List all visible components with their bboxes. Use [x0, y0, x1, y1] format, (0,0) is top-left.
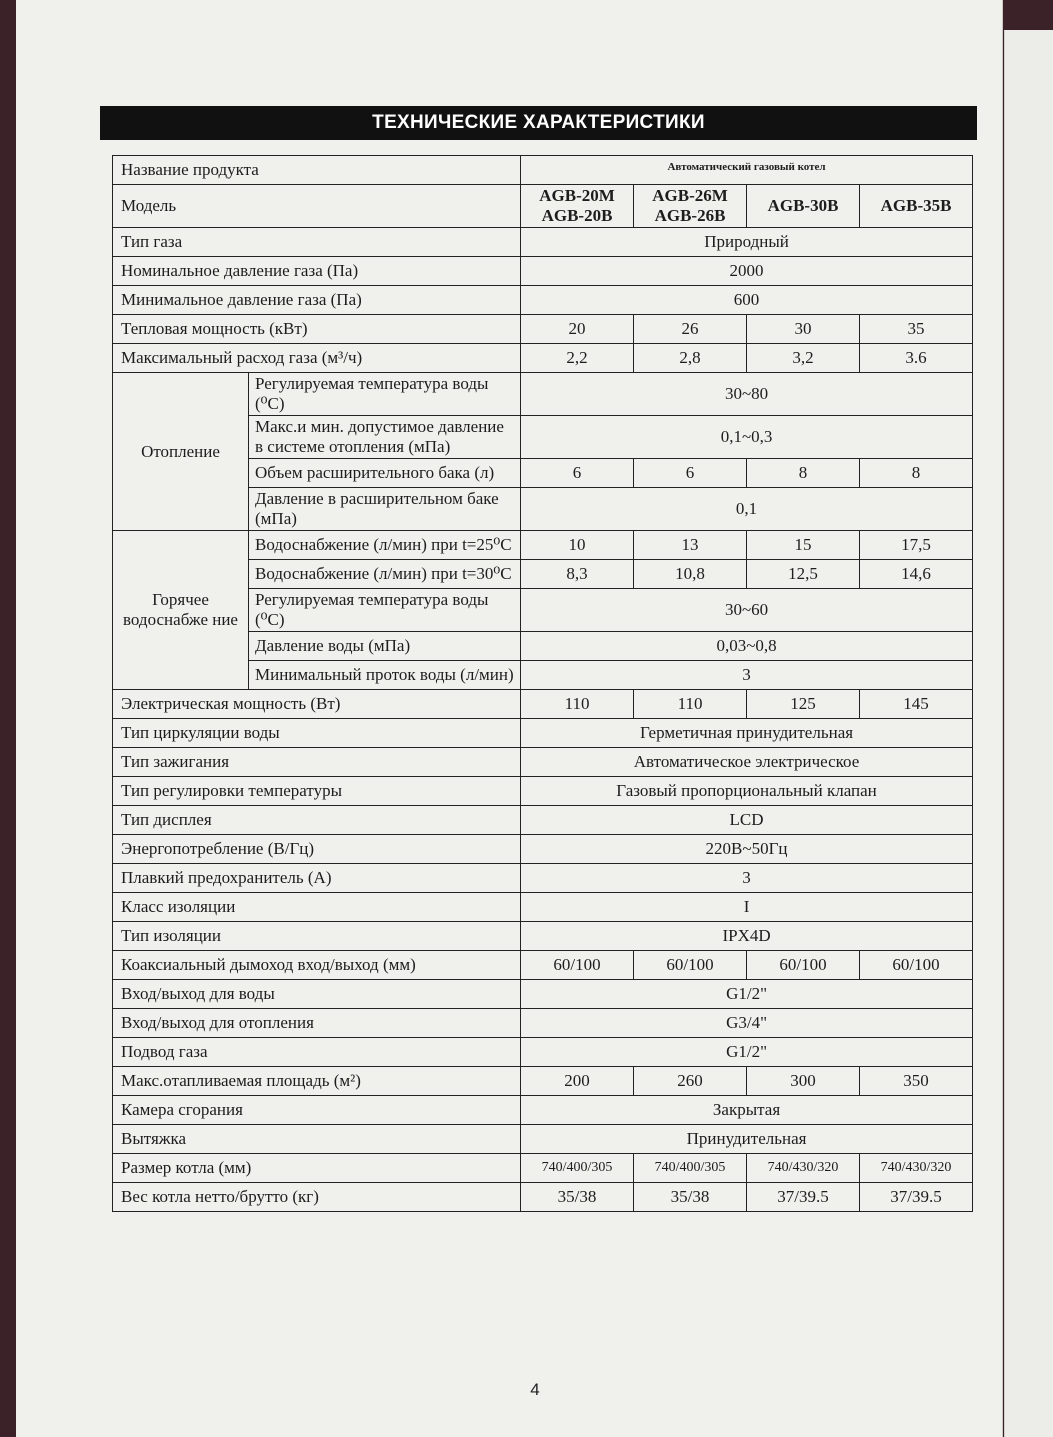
row-label: Вход/выход для воды — [113, 980, 521, 1009]
spec-table — [112, 155, 973, 1212]
row-label: Тип зажигания — [113, 748, 521, 777]
row-label: Объем расширительного бака (л) — [249, 459, 521, 488]
table-row — [113, 228, 973, 257]
table-row — [113, 922, 973, 951]
table-row — [113, 315, 973, 344]
value-cell: 740/400/305 — [521, 1154, 634, 1183]
value-cell: 35 — [860, 315, 973, 344]
value-cell: 8,3 — [521, 560, 634, 589]
value-cell: Автоматическое электрическое — [521, 748, 973, 777]
value-cell: 2,8 — [634, 344, 747, 373]
row-label: Макс.и мин. допустимое давление в системе отопления (мПа) — [249, 416, 521, 459]
next-page-edge — [1004, 30, 1053, 1437]
value-cell: 30~60 — [521, 589, 973, 632]
row-label: Вход/выход для отопления — [113, 1009, 521, 1038]
value-cell: 0,1~0,3 — [521, 416, 973, 459]
row-label: Модель — [113, 185, 521, 228]
model-cell: AGB-30B — [747, 185, 860, 228]
value-cell: 6 — [521, 459, 634, 488]
value-cell: G3/4" — [521, 1009, 973, 1038]
group-label-heating: Отопление — [113, 373, 249, 531]
value-cell: 2,2 — [521, 344, 634, 373]
row-label: Давление воды (мПа) — [249, 632, 521, 661]
table-row — [113, 835, 973, 864]
group-label-hot-water: Горячее водоснабже ние — [113, 531, 249, 690]
value-cell: LCD — [521, 806, 973, 835]
model-cell: AGB-26M AGB-26B — [634, 185, 747, 228]
table-row — [113, 893, 973, 922]
table-row — [113, 286, 973, 315]
row-label: Макс.отапливаемая площадь (м²) — [113, 1067, 521, 1096]
section-title: ТЕХНИЧЕСКИЕ ХАРАКТЕРИСТИКИ — [100, 106, 977, 140]
row-label: Класс изоляции — [113, 893, 521, 922]
table-row — [113, 344, 973, 373]
table-row — [113, 1154, 973, 1183]
table-row — [113, 156, 973, 185]
row-label: Давление в расширительном баке (мПа) — [249, 488, 521, 531]
value-cell: Газовый пропорциональный клапан — [521, 777, 973, 806]
value-cell: 740/400/305 — [634, 1154, 747, 1183]
table-row — [113, 951, 973, 980]
value-cell: 300 — [747, 1067, 860, 1096]
row-label: Тип регулировки температуры — [113, 777, 521, 806]
row-label: Энергопотребление (В/Гц) — [113, 835, 521, 864]
value-cell: 220В~50Гц — [521, 835, 973, 864]
table-row — [113, 864, 973, 893]
row-label: Коаксиальный дымоход вход/выход (мм) — [113, 951, 521, 980]
row-label: Водоснабжение (л/мин) при t=30⁰С — [249, 560, 521, 589]
value-cell: 30~80 — [521, 373, 973, 416]
value-cell: I — [521, 893, 973, 922]
table-row — [113, 777, 973, 806]
value-cell: 8 — [860, 459, 973, 488]
value-cell: G1/2" — [521, 980, 973, 1009]
model-cell: AGB-35B — [860, 185, 973, 228]
table-row — [113, 185, 973, 228]
value-cell: IPX4D — [521, 922, 973, 951]
table-row — [113, 806, 973, 835]
value-cell: 60/100 — [634, 951, 747, 980]
value-cell: Принудительная — [521, 1125, 973, 1154]
table-row — [113, 1183, 973, 1212]
model-cell: AGB-20M AGB-20B — [521, 185, 634, 228]
table-row — [113, 748, 973, 777]
row-label: Водоснабжение (л/мин) при t=25⁰С — [249, 531, 521, 560]
value-cell: 26 — [634, 315, 747, 344]
row-label: Размер котла (мм) — [113, 1154, 521, 1183]
row-label: Минимальный проток воды (л/мин) — [249, 661, 521, 690]
row-label: Плавкий предохранитель (А) — [113, 864, 521, 893]
row-label: Вытяжка — [113, 1125, 521, 1154]
value-cell: 14,6 — [860, 560, 973, 589]
value-cell: 260 — [634, 1067, 747, 1096]
value-cell: 3,2 — [747, 344, 860, 373]
row-label: Тип изоляции — [113, 922, 521, 951]
value-cell: 600 — [521, 286, 973, 315]
row-label: Регулируемая температура воды (⁰С) — [249, 373, 521, 416]
value-cell: 8 — [747, 459, 860, 488]
value-cell: 30 — [747, 315, 860, 344]
value-cell: 37/39.5 — [860, 1183, 973, 1212]
value-cell: 6 — [634, 459, 747, 488]
value-cell: 0,03~0,8 — [521, 632, 973, 661]
table-row — [113, 257, 973, 286]
value-cell: 110 — [521, 690, 634, 719]
value-cell: 110 — [634, 690, 747, 719]
row-label: Тип дисплея — [113, 806, 521, 835]
value-cell: 12,5 — [747, 560, 860, 589]
table-row — [113, 1067, 973, 1096]
row-label: Тепловая мощность (кВт) — [113, 315, 521, 344]
table-row — [113, 980, 973, 1009]
value-cell: 15 — [747, 531, 860, 560]
value-cell: 0,1 — [521, 488, 973, 531]
row-label: Тип циркуляции воды — [113, 719, 521, 748]
value-cell: 20 — [521, 315, 634, 344]
value-cell: 3 — [521, 661, 973, 690]
product-name: Автоматический газовый котел — [521, 156, 973, 185]
row-label: Электрическая мощность (Вт) — [113, 690, 521, 719]
value-cell: 125 — [747, 690, 860, 719]
table-row — [113, 373, 973, 416]
value-cell: 740/430/320 — [860, 1154, 973, 1183]
value-cell: 35/38 — [521, 1183, 634, 1212]
row-label: Подвод газа — [113, 1038, 521, 1067]
row-label: Название продукта — [113, 156, 521, 185]
row-label: Регулируемая температура воды (⁰С) — [249, 589, 521, 632]
value-cell: 60/100 — [747, 951, 860, 980]
value-cell: 145 — [860, 690, 973, 719]
value-cell: G1/2" — [521, 1038, 973, 1067]
row-label: Камера сгорания — [113, 1096, 521, 1125]
value-cell: 10,8 — [634, 560, 747, 589]
value-cell: 740/430/320 — [747, 1154, 860, 1183]
value-cell: 350 — [860, 1067, 973, 1096]
row-label: Вес котла нетто/брутто (кг) — [113, 1183, 521, 1212]
value-cell: 37/39.5 — [747, 1183, 860, 1212]
table-row — [113, 1009, 973, 1038]
value-cell: 35/38 — [634, 1183, 747, 1212]
table-row — [113, 531, 973, 560]
value-cell: 60/100 — [860, 951, 973, 980]
row-label: Минимальное давление газа (Па) — [113, 286, 521, 315]
value-cell: Герметичная принудительная — [521, 719, 973, 748]
value-cell: 3.6 — [860, 344, 973, 373]
table-row — [113, 1125, 973, 1154]
row-label: Номинальное давление газа (Па) — [113, 257, 521, 286]
value-cell: 13 — [634, 531, 747, 560]
value-cell: Закрытая — [521, 1096, 973, 1125]
value-cell: 10 — [521, 531, 634, 560]
table-row — [113, 690, 973, 719]
value-cell: 200 — [521, 1067, 634, 1096]
row-label: Тип газа — [113, 228, 521, 257]
value-cell: 60/100 — [521, 951, 634, 980]
value-cell: 2000 — [521, 257, 973, 286]
value-cell: 3 — [521, 864, 973, 893]
page-number: 4 — [530, 1380, 540, 1399]
value-cell: Природный — [521, 228, 973, 257]
table-row — [113, 1096, 973, 1125]
table-row — [113, 719, 973, 748]
row-label: Максимальный расход газа (м³/ч) — [113, 344, 521, 373]
value-cell: 17,5 — [860, 531, 973, 560]
table-row — [113, 1038, 973, 1067]
